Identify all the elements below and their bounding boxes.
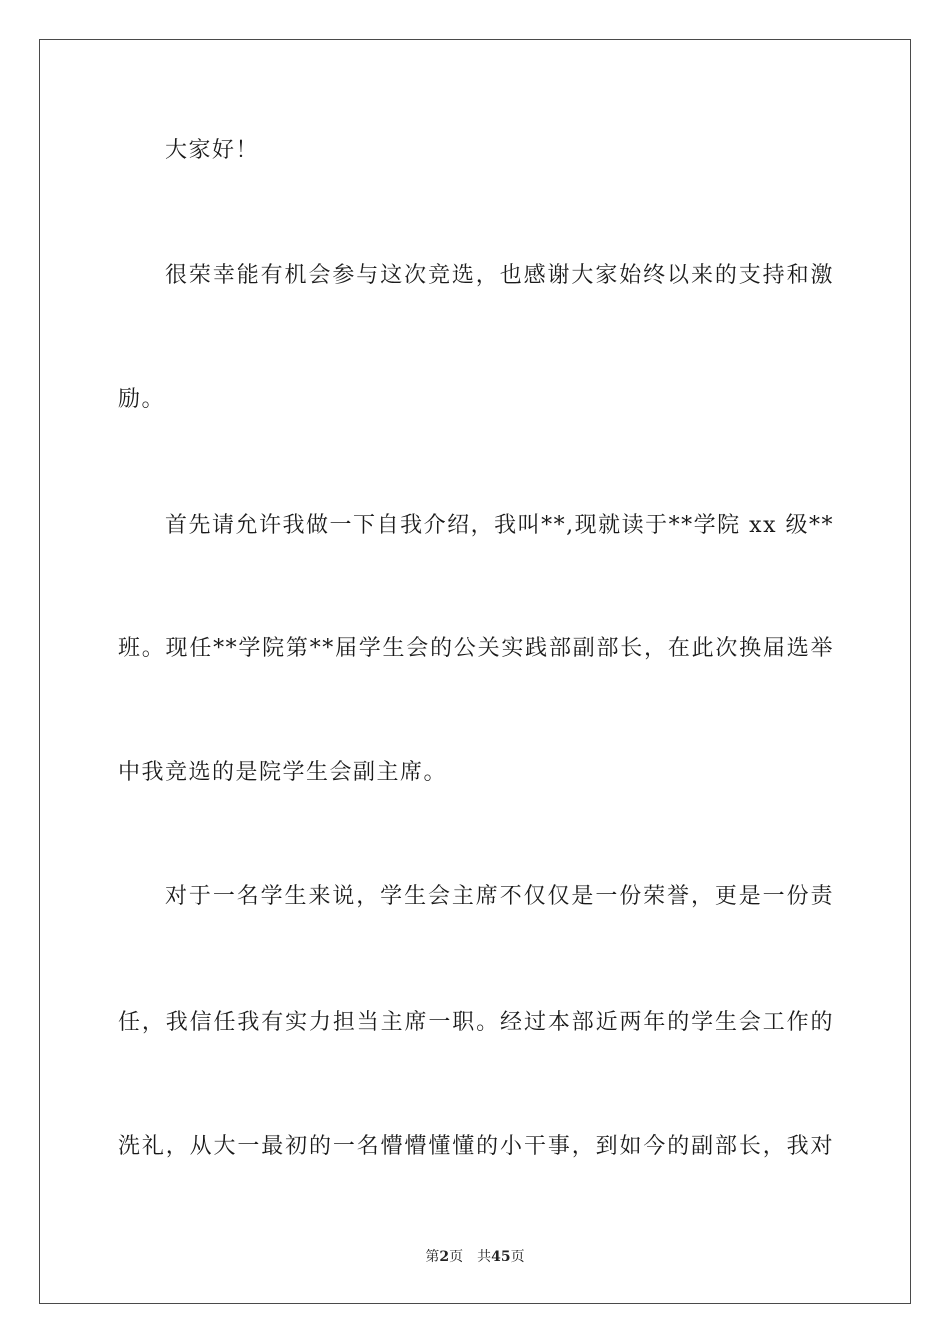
text-line-paragraph-1: 很荣幸能有机会参与这次竞选，也感谢大家始终以来的支持和激 — [165, 263, 834, 288]
footer-page-number: 2 — [439, 1249, 450, 1265]
footer-page-suffix: 页 — [449, 1249, 464, 1265]
text-line-paragraph-3-cont-2: 洗礼，从大一最初的一名懵懵懂懂的小干事，到如今的副部长，我对 — [118, 1134, 834, 1159]
footer-total-prefix: 共 — [477, 1249, 492, 1265]
text-line-paragraph-2: 首先请允许我做一下自我介绍，我叫**,现就读于**学院 xx 级** — [165, 513, 834, 538]
text-line-greeting: 大家好！ — [165, 138, 260, 163]
page-border — [39, 39, 911, 1304]
text-line-paragraph-3-cont: 任，我信任我有实力担当主席一职。经过本部近两年的学生会工作的 — [118, 1010, 834, 1035]
footer-total-suffix: 页 — [510, 1249, 525, 1265]
footer-page-prefix: 第 — [425, 1249, 440, 1265]
page-footer — [0, 1247, 950, 1267]
text-line-paragraph-2-end: 中我竞选的是院学生会副主席。 — [118, 760, 448, 785]
text-line-paragraph-3: 对于一名学生来说，学生会主席不仅仅是一份荣誉，更是一份责 — [165, 884, 834, 909]
text-line-paragraph-1-end: 励。 — [118, 387, 166, 412]
text-line-paragraph-2-cont: 班。现任**学院第**届学生会的公关实践部副部长，在此次换届选举 — [118, 636, 834, 661]
footer-total-pages: 45 — [491, 1249, 511, 1265]
